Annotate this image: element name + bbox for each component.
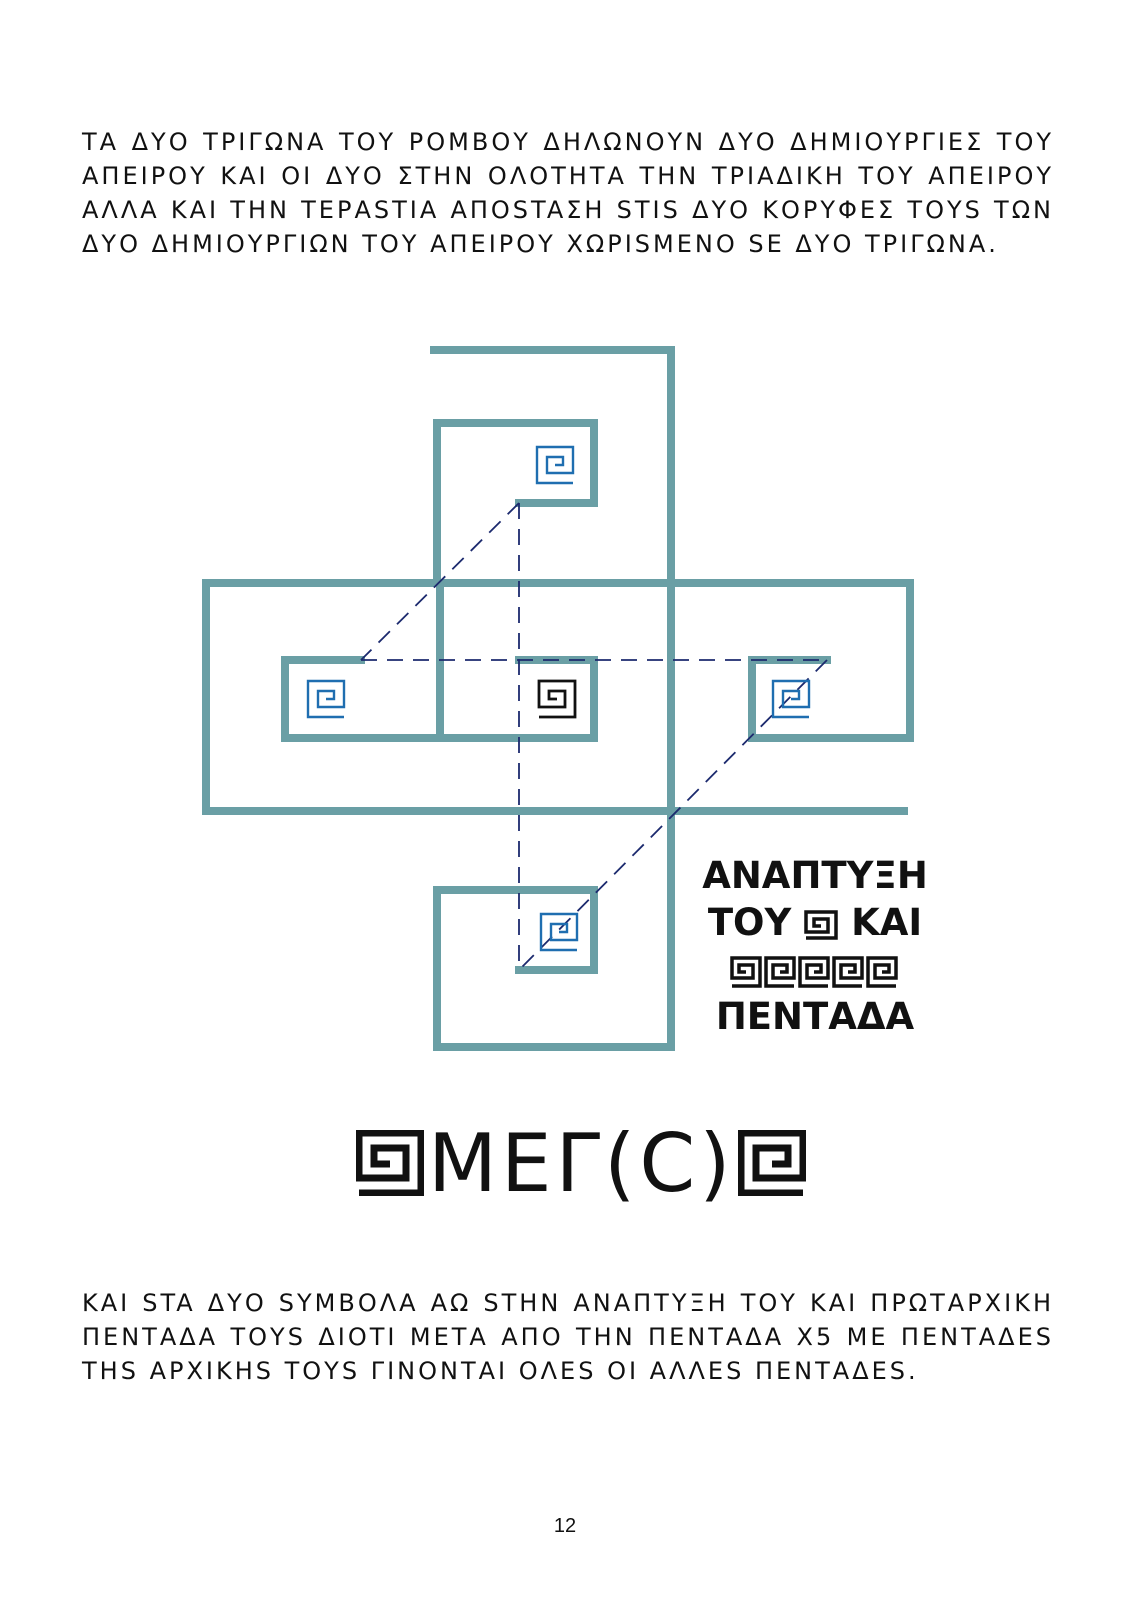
meander-spiral-reverse-icon <box>539 681 575 717</box>
page-number: 12 <box>553 1515 577 1537</box>
meander-spiral-reverse-icon <box>356 1130 424 1196</box>
caption-line-2-left: ΤΟΥ <box>707 901 792 944</box>
meander-spiral-reverse-icon <box>804 910 838 940</box>
frame-top-arm <box>434 350 671 583</box>
meander-spiral-icon <box>773 681 809 717</box>
meander-spiral-icon <box>541 914 577 950</box>
caption-line-3-meanders <box>690 946 940 993</box>
meander-row-icon <box>730 956 900 988</box>
caption-line-1: ΑΝΑΠΤΥΞΗ <box>702 854 928 897</box>
diagram-caption <box>690 852 940 1040</box>
meander-spiral-icon <box>308 681 344 717</box>
symbol-title-letters: ΜΕΓ(С) <box>428 1116 735 1210</box>
caption-line-2-right: ΚΑΙ <box>851 901 923 944</box>
frame-horizontal-arm <box>206 583 910 811</box>
meander-spiral-icon <box>738 1130 806 1196</box>
bottom-paragraph: ΚΑΙ STA ΔΥΟ SΥΜΒΟΛΑ ΑΩ SΤΗΝ ΑΝΑΠΤΥΞΗ ΤΟΥ ΚΑΙ ΠΡΩΤΑΡΧΙΚΗ ΠΕΝΤΑΔΑ ΤΟΥS ΔΙΟΤΙ ΜΕΤΑ ΑΠΟ ΤΗΝ ΠΕΝΤΑΔΑ Χ5 ΜΕ ΠΕΝΤΑΔΕS ΤΗS ΑΡΧΙΚΗS ΤΟΥS ΓΙΝΟΝΤΑΙ ΟΛΕS ΟΙ ΑΛΛΕS ΠΕΝΤΑΔΕS. <box>82 1289 1054 1385</box>
symbol-title <box>356 1118 806 1208</box>
top-paragraph: ΤΑ ΔΥΟ ΤΡΙΓΩΝΑ ΤΟΥ ΡΟΜΒΟΥ ΔΗΛΩΝΟΥΝ ΔΥΟ ΔΗΜΙΟΥΡΓΙΕΣ ΤΟΥ ΑΠΕΙΡΟΥ ΚΑΙ ΟΙ ΔΥΟ ΣΤΗΝ ΟΛΟΤΗΤΑ ΤΗΝ ΤΡΙΑΔΙΚΗ ΤΟΥ ΑΠΕΙΡΟΥ ΑΛΛΑ ΚΑΙ ΤΗΝ ΤΕΡΑSTIA ΑΠΟSTAΣΗ STIS ΔΥΟ ΚΟΡΥΦΕΣ ΤΟΥS ΤΩΝ ΔΥΟ ΔΗΜΙΟΥΡΓΙΩΝ ΤΟΥ ΑΠΕΙΡΟΥ ΧΩΡΙSΜΕΝΟ SE ΔΥΟ ΤΡΙΓΩΝΑ. <box>82 128 1054 258</box>
caption-line-4: ΠΕΝΤΑΔΑ <box>715 995 915 1038</box>
meander-spiral-icon <box>537 447 573 483</box>
frame-center-inner <box>440 660 594 738</box>
frame-bottom-arm <box>437 738 671 1047</box>
caption-line-2 <box>690 899 940 946</box>
